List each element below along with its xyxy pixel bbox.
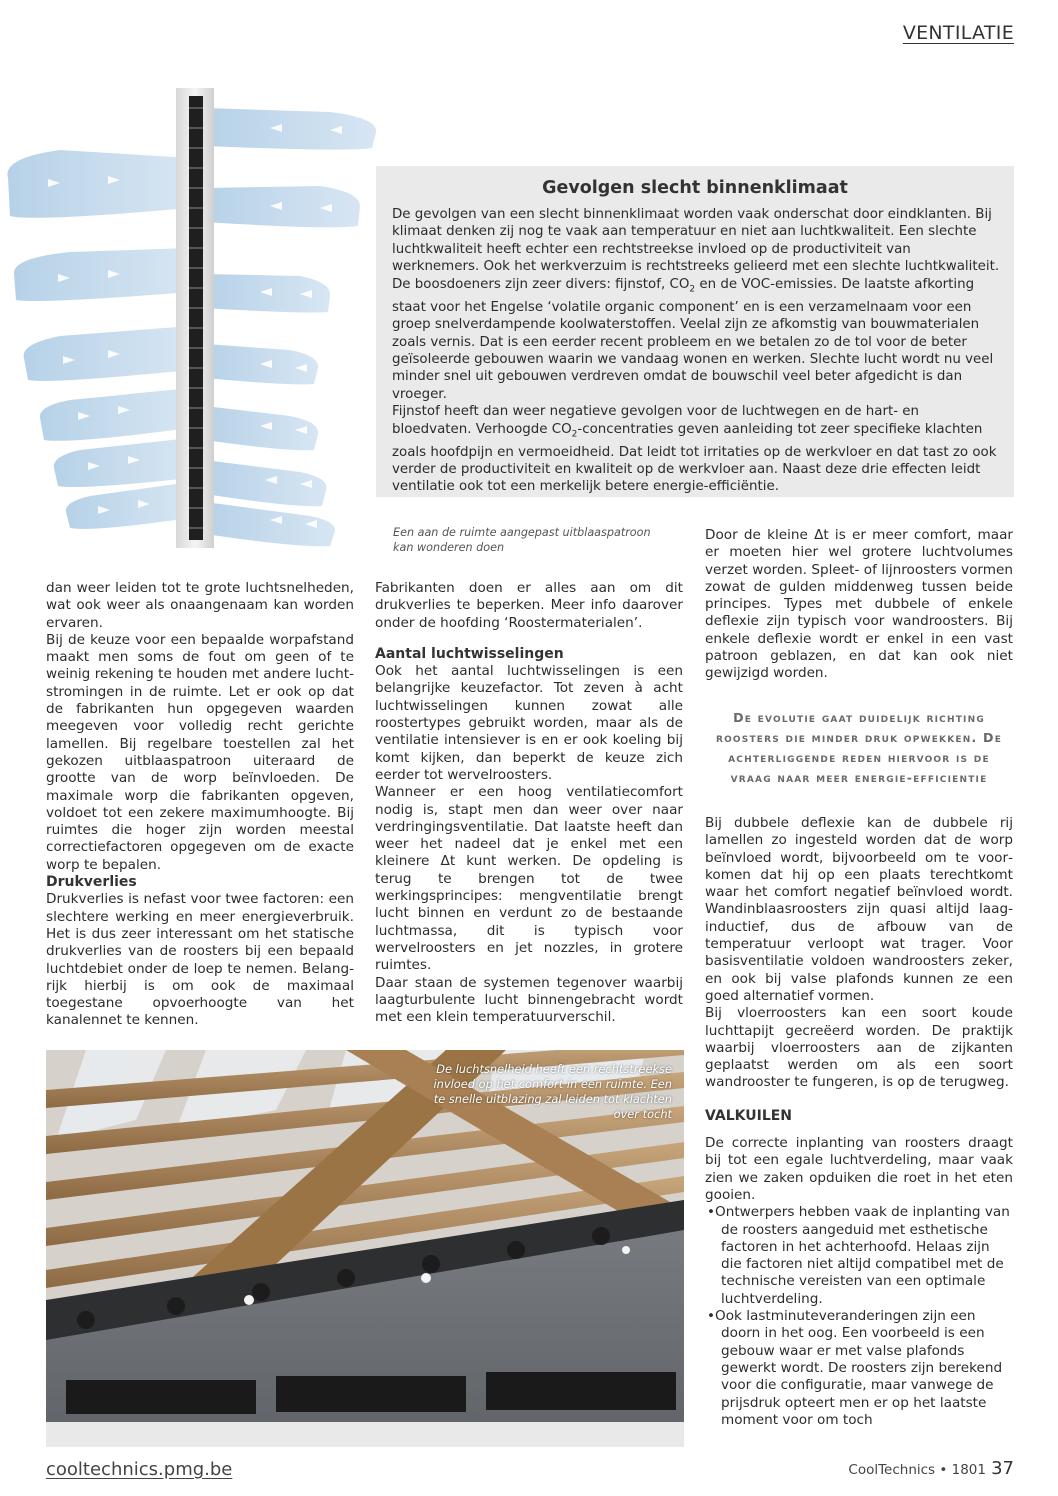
sidebox-text-a: De gevolgen van een slecht binnenklimaat worden vaak onderschat door eindklanten. Bij klimaat denken zij nog te vaak aan temperatuur en niet aan luchtkwaliteit. Een slechte luchtkwaliteit heeft echter een rechtstreekse invloed op de productiviteit van werknemers. Ook het werkverzuim is rechtstreeks gelieerd met een slechte luchtkwaliteit. De boosdoeners zijn zeer divers: fijnstof, CO <box>392 207 1000 292</box>
paragraph: De correcte inplanting van roosters draagt bij tot een egale luchtverdeling, maar vaak zien we zaken opduiken die roet in het eten gooien. <box>705 1135 1013 1203</box>
sidebox-title: Gevolgen slecht binnenklimaat <box>542 178 848 198</box>
page-number: 37 <box>991 1458 1014 1479</box>
photo-caption: De luchtsnelheid heeft een rechtstreekse invloed op het comfort in een ruimte. Een te snelle uitblazing zal leiden tot klachten over tocht <box>433 1062 672 1121</box>
hero-caption-line2: kan wonderen doen <box>393 541 505 554</box>
paragraph: Fabrikanten doen er alles aan om dit drukverlies te beperken. Meer info daarover onder de hoofding ‘Roostermaterialen’. <box>375 580 683 631</box>
paragraph: Drukverlies is nefast voor twee factoren: een slechtere werking en meer energieverbruik. Het is dus zeer interessant om het statische drukverlies van de roosters bij een bepaald luchtdebiet onder de loep te nemen. Belangrijk hierbij is om ook de maximaal toegestane opvoerhoogte van het kanalennet te kennen. <box>46 891 354 1029</box>
paragraph: Bij vloerroosters kan een soort koude luchttapijt gecreëerd worden. De praktijk waarbij vloerroosters aan de zijkanten geplaatst werden om als een soort wandrooster te fungeren, is op de terugweg. <box>705 1005 1013 1091</box>
subscript: 2 <box>571 429 578 440</box>
subscript: 2 <box>689 284 696 295</box>
paragraph: Ook het aantal luchtwisselingen is een belangrijke keuzefactor. Tot zeven à acht luchtwisselingen kunnen zowat alle roostertypes gebruikt worden, maar als de ventilatie intensiever is en er ook koeling bij komt kijken, dan beperkt de keuze zich eerder tot wervelroosters. <box>375 663 683 783</box>
footer-website-link[interactable]: cooltechnics.pmg.be <box>46 1459 233 1480</box>
interior-photo <box>46 1050 684 1447</box>
paragraph: Wanneer er een hoog ventilatiecomfort nodig is, stapt men dan weer over naar verdringingsventilatie. Dat laatste heeft dan weer het nadeel dat je enkel met een kleinere Δt kunt werken. De opdeling is terug te brengen tot de twee werkingsprincipes: mengventilatie brengt lucht binnen en verdunt zo de bestaande luchtmassa, dit is typisch voor wervelroosters en jet nozzles, in grotere ruimtes. <box>375 784 683 974</box>
column-3-bottom <box>705 815 1013 1429</box>
sidebox-text-d: -concentraties geven aanleiding tot zeer specifieke klachten zoals hoofdpijn en vermoeidheid. Dat leidt tot irritaties op de werkvloer en dat tast zo ook verder de productiviteit en kwaliteit op de werkvloer aan. Naast deze drie effecten leidt ventilatie ook tot een merkelijk betere energie-efficiëntie. <box>392 421 997 495</box>
hero-caption-line1: Een aan de ruimte aangepast uitblaaspatroon <box>393 526 651 539</box>
section-label: VENTILATIE <box>902 22 1014 44</box>
sidebar-box <box>376 166 1014 497</box>
column-1 <box>46 580 354 1030</box>
bullet-item: •Ontwerpers hebben vaak de inplanting van de roosters aangeduid met esthetische factoren in het achterhoofd. Helaas zijn die factoren niet altijd compatibel met de technische vereisten van een optimale luchtverdeling. <box>707 1204 1010 1307</box>
airflow-plumes-right <box>205 108 376 546</box>
sidebox-body <box>392 206 1000 496</box>
subheading-luchtwisselingen: Aantal luchtwisselingen <box>375 645 564 662</box>
column-3-top <box>705 527 1013 683</box>
paragraph: Door de kleine Δt is er meer comfort, maar er moeten hier wel grotere luchtvolumes verzet worden. Spleet- of lijnroosters vormen zowat de gulden middenweg tussen beide principes. Types met dubbele of enkele deflexie zijn typisch voor wandroosters. Bij enkele deflexie wordt er enkel in een vast patroon geblazen, en dat kan ook niet gewijzigd worden. <box>705 527 1013 682</box>
sidebox-text-c: Fijnstof heeft dan weer negatieve gevolgen voor de luchtwegen en de hart- en bloedvaten. Verhoogde CO <box>392 404 920 437</box>
subheading-valkuilen: VALKUILEN <box>705 1107 793 1124</box>
airflow-plumes-left <box>7 150 190 529</box>
sidebox-text-b: en de VOC-emissies. De laatste afkorting staat voor het Engelse ‘volatile organic component’ en is een verzamelnaam voor een groep snelverdampende koolwaterstoffen. Veelal zijn ze afkomstig van bouwmaterialen zoals vernis. Dat is een eerder recent probleem en we betalen zo de tol voor de beter geïsoleerde gebouwen waarin we vandaag wonen en werken. Slechte lucht wordt nu veel minder snel uit gebouwen verdreven omdat de bouwschil veel beter afgedicht is dan vroeger. <box>392 276 994 402</box>
paragraph: dan weer leiden tot te grote luchtsnelheden, wat ook weer als onaangenaam kan worden ervaren. <box>46 580 354 631</box>
paragraph: Daar staan de systemen tegenover waarbij laagturbulente lucht binnengebracht wordt met een klein temperatuurverschil. <box>375 974 683 1026</box>
bullet-item: •Ook lastminuteveranderingen zijn een doorn in het oog. Een voorbeeld is een gebouw waar er met valse plafonds gewerkt wordt. De roosters zijn berekend voor die configuratie, maar vanwege de prijsdruk opteert men er op het laatste moment voor om toch <box>707 1308 1003 1428</box>
hero-caption <box>393 525 693 555</box>
paragraph: Bij dubbele deflexie kan de dubbele rij lamellen zo ingesteld worden dat de worp beïnvloed wordt, bijvoorbeeld om te voorkomen dat hij op een plaats terechtkomt waar het comfort negatief beïnvloed wordt. Wandinblaasroosters zijn quasi altijd laaginductief, dus de afbouw van de temperatuur verloopt wat trager. Voor basisventilatie voldoen wandroosters zeker, en ook bij valse plafonds kunnen ze een goed alternatief vormen. <box>705 815 1013 1004</box>
airflow-diagram <box>0 88 380 548</box>
paragraph: Bij de keuze voor een bepaalde worpafstand maakt men soms de fout om geen of te weinig rekening te houden met andere luchtstromingen in de ruimte. Let er ook op dat de fabrikanten hun opgegeven waarden meegeven voor volledig recht gerichte lamellen. Bij regelbare toestellen zal het gekozen uitblaaspatroon uiteraard de grootte van de worp beïnvloeden. De maximale worp die fabrikanten opgeven, voldoet tot een zekere maximumhoogte. Bij ruimtes die hoger zijn worden meestal correctiefactoren opgegeven om de exacte worp te bepalen. <box>46 631 354 873</box>
pull-quote: De evolutie gaat duidelijk richting roosters die minder druk opwekken. De achterliggende reden hiervoor is de vraag naar meer energie-efficientie <box>715 710 1003 785</box>
column-2 <box>375 580 683 1026</box>
airflow-illustration <box>0 88 380 548</box>
footer-magazine-issue: CoolTechnics • 1801 <box>848 1462 986 1478</box>
subheading-drukverlies: Drukverlies <box>46 874 137 891</box>
linear-grille <box>176 88 214 548</box>
